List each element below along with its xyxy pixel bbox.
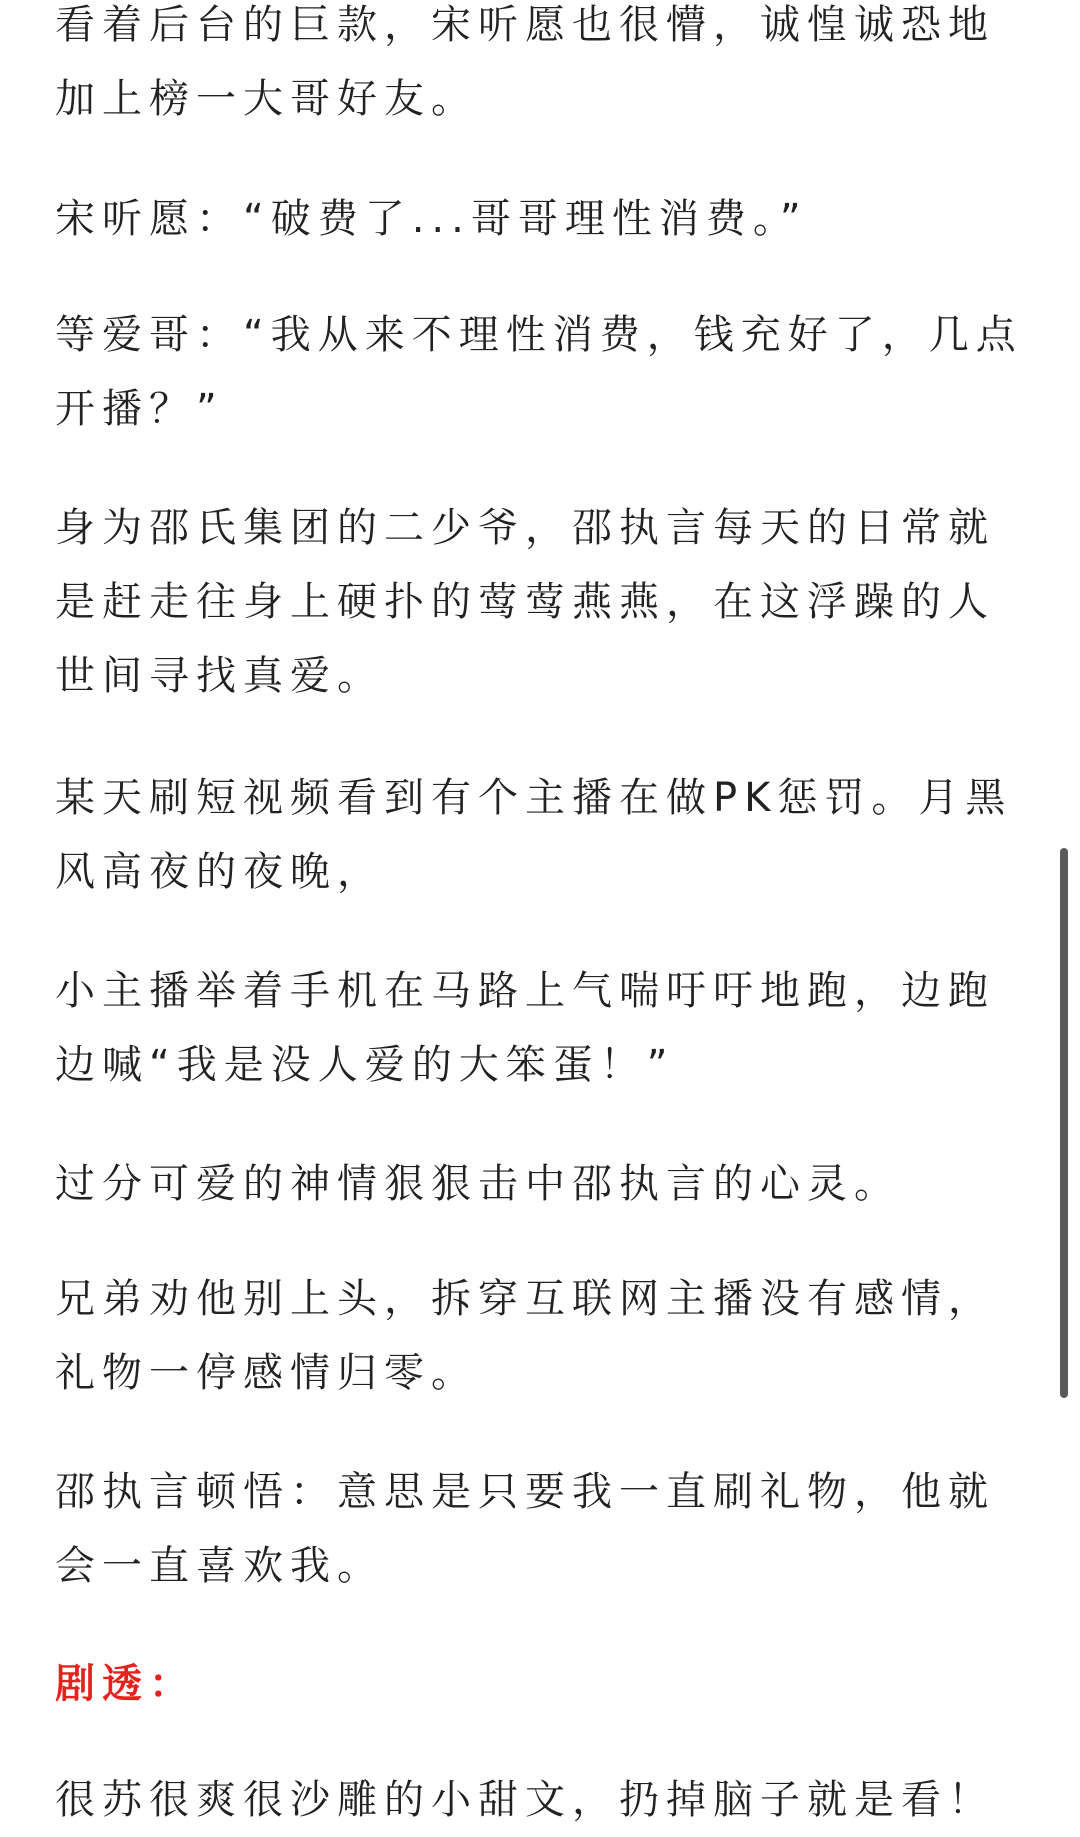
paragraph: 兄弟劝他别上头，拆穿互联网主播没有感情，礼物一停感情归零。 <box>55 1276 995 1396</box>
paragraph: 很苏很爽很沙雕的小甜文，扔掉脑子就是看！ <box>55 1777 995 1823</box>
paragraph: 过分可爱的神情狠狠击中邵执言的心灵。 <box>55 1161 901 1207</box>
paragraph: 某天刷短视频看到有个主播在做PK惩罚。月黑风高夜的夜晚， <box>55 775 1013 895</box>
paragraph: 宋听愿：“破费了...哥哥理性消费。” <box>55 196 808 242</box>
paragraph: 等爱哥：“我从来不理性消费，钱充好了，几点开播？” <box>55 312 1023 432</box>
paragraph: 小主播举着手机在马路上气喘吁吁地跑，边跑边喊“我是没人爱的大笨蛋！” <box>55 968 995 1088</box>
vertical-scrollbar[interactable] <box>1060 848 1068 1398</box>
spoiler-heading: 剧透： <box>55 1661 196 1707</box>
paragraph: 身为邵氏集团的二少爷，邵执言每天的日常就是赶走往身上硬扑的莺莺燕燕，在这浮躁的人世间寻找真爱。 <box>55 505 995 699</box>
paragraph: 邵执言顿悟：意思是只要我一直刷礼物，他就会一直喜欢我。 <box>55 1469 995 1589</box>
paragraph: 看着后台的巨款，宋听愿也很懵，诚惶诚恐地加上榜一大哥好友。 <box>55 2 995 122</box>
